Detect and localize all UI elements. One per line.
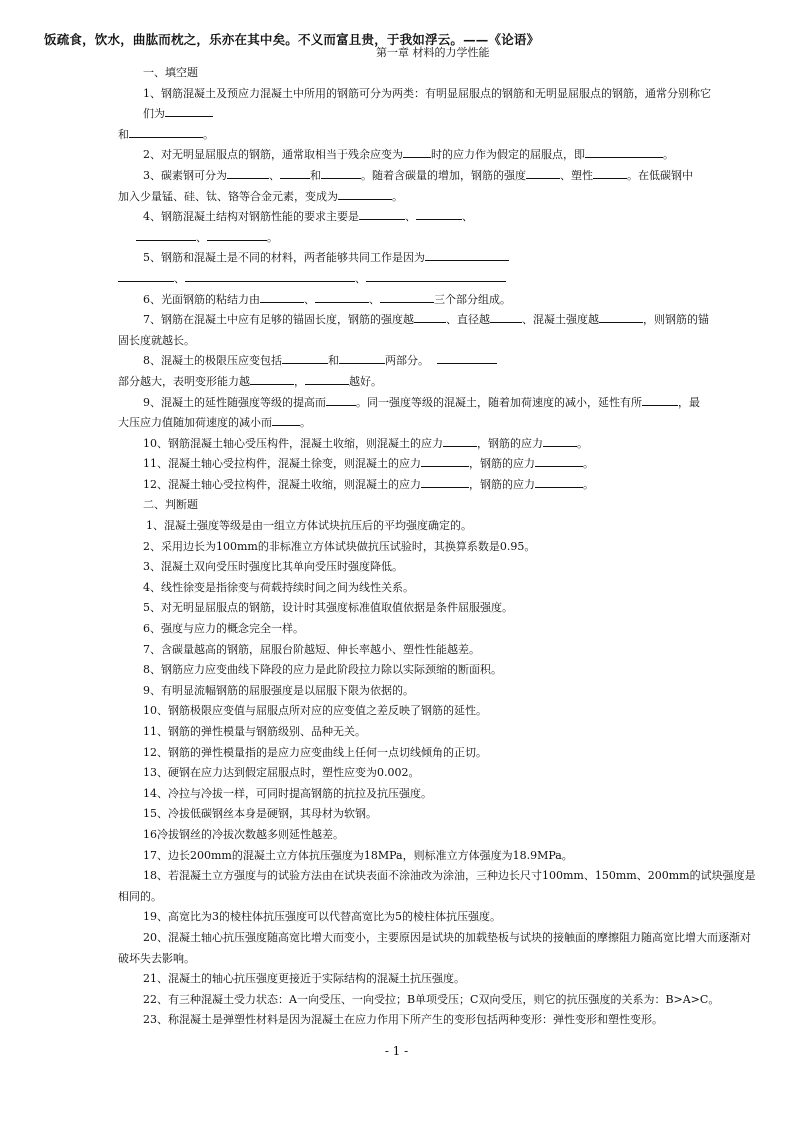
answer-blank[interactable] bbox=[359, 208, 405, 220]
answer-blank[interactable] bbox=[585, 146, 663, 158]
question-5-cont: 、 、 bbox=[118, 269, 760, 290]
answer-blank[interactable] bbox=[339, 352, 385, 364]
question-6: 6、光面钢筋的粘结力由 、 、 三个部分组成。 bbox=[143, 292, 511, 306]
question-1: 1、钢筋混凝土及预应力混凝土中所用的钢筋可分为两类：有明显屈服点的钢筋和无明显屈服点的钢筋，通常分别称它 bbox=[143, 86, 711, 100]
answer-blank[interactable] bbox=[185, 270, 355, 282]
answer-blank[interactable] bbox=[642, 394, 678, 406]
answer-blank[interactable] bbox=[414, 311, 446, 323]
page-number: - 1 - bbox=[384, 1044, 409, 1058]
answer-blank[interactable] bbox=[593, 167, 627, 179]
question-10: 10、钢筋混凝土轴心受压构件，混凝土收缩，则混凝土的应力 ，钢筋的应力 。 bbox=[143, 436, 588, 450]
answer-blank[interactable] bbox=[326, 394, 356, 406]
answer-blank[interactable] bbox=[338, 188, 392, 200]
question-7: 7、钢筋在混凝土中应有足够的锚固长度，钢筋的强度越 、直径越 、混凝土强度越 ，则钢筋的锚 bbox=[143, 313, 709, 327]
answer-blank[interactable] bbox=[437, 352, 497, 364]
judge-item: 22、有三种混凝土受力状态：A一向受压、一向受拉；B单项受压；C双向受压，则它的抗压强度的关系为：B>A>C。 bbox=[143, 992, 720, 1006]
judge-item: 3、混凝土双向受压时强度比其单向受压时强度降低。 bbox=[143, 560, 403, 574]
question-12: 12、混凝土轴心受拉构件，混凝土收缩，则混凝土的应力 ，钢筋的应力 。 bbox=[143, 477, 594, 491]
section-heading-fill: 一、填空题 bbox=[143, 66, 198, 79]
judge-item: 7、含碳量越高的钢筋，屈服台阶越短、伸长率越小、塑性性能越差。 bbox=[143, 642, 480, 656]
answer-blank[interactable] bbox=[380, 291, 434, 303]
question-9-cont: 大压应力值随加荷速度的减小而 。 bbox=[118, 416, 311, 430]
judge-item: 17、边长200mm的混凝土立方体抗压强度为18MPa，则标准立方体强度为18.9MPa。 bbox=[143, 848, 573, 862]
answer-blank[interactable] bbox=[250, 373, 294, 385]
judge-item: 14、冷拉与冷拔一样，可同时提高钢筋的抗拉及抗压强度。 bbox=[143, 786, 432, 800]
judge-item: 18、若混凝土立方强度与的试验方法由在试块表面不涂油改为涂油，三种边长尺寸100mm、150mm、200mm的试块强度是相同的。 bbox=[118, 869, 756, 903]
judge-item: 21、混凝土的轴心抗压强度更接近于实际结构的混凝土抗压强度。 bbox=[143, 972, 465, 986]
question-7-cont: 固长度就越长。 bbox=[118, 333, 195, 347]
judge-item: 16冷拔钢丝的冷拔次数越多则延性越差。 bbox=[143, 827, 344, 841]
answer-blank[interactable] bbox=[535, 455, 583, 467]
question-11: 11、混凝土轴心受拉构件，混凝土徐变，则混凝土的应力 ，钢筋的应力 。 bbox=[143, 457, 594, 471]
judge-item: 6、强度与应力的概念完全一样。 bbox=[143, 622, 304, 636]
question-4-cont: 、 。 bbox=[118, 228, 760, 249]
answer-blank[interactable] bbox=[321, 167, 361, 179]
question-2: 2、对无明显屈服点的钢筋，通常取相当于残余应变为 时的应力作为假定的屈服点，即 。 bbox=[143, 148, 674, 162]
answer-blank[interactable] bbox=[272, 414, 300, 426]
judge-item: 1、混凝土强度等级是由一组立方体试块抗压后的平均强度确定的。 bbox=[146, 519, 472, 533]
answer-blank[interactable] bbox=[535, 476, 583, 488]
judge-item: 19、高宽比为3的棱柱体抗压强度可以代替高宽比为5的棱柱体抗压强度。 bbox=[143, 910, 501, 924]
judge-item: 13、硬钢在应力达到假定屈服点时，塑性应变为0.002。 bbox=[143, 766, 420, 780]
answer-blank[interactable] bbox=[421, 455, 469, 467]
judge-item: 10、钢筋极限应变值与屈服点所对应的应变值之差反映了钢筋的延性。 bbox=[143, 704, 487, 718]
answer-blank[interactable] bbox=[443, 435, 477, 447]
answer-blank[interactable] bbox=[129, 126, 203, 138]
question-3-cont: 加入少量锰、硅、钛、铬等合金元素，变成为 。 bbox=[118, 189, 403, 203]
answer-blank[interactable] bbox=[165, 105, 213, 117]
question-9: 9、混凝土的延性随强度等级的提高而 。同一强度等级的混凝土，随着加荷速度的减小，延性有所 ，最 bbox=[143, 395, 700, 409]
answer-blank[interactable] bbox=[305, 373, 349, 385]
judge-item: 5、对无明显屈服点的钢筋，设计时其强度标准值取值依据是条件屈服强度。 bbox=[143, 601, 513, 615]
answer-blank[interactable] bbox=[526, 167, 560, 179]
page-content bbox=[118, 63, 760, 1031]
judge-item: 12、钢筋的弹性模量指的是应力应变曲线上任何一点切线倾角的正切。 bbox=[143, 745, 487, 759]
judge-item: 9、有明显流幅钢筋的屈服强度是以屈服下限为依据的。 bbox=[143, 683, 414, 697]
chapter-title: 第一章 材料的力学性能 bbox=[376, 46, 490, 59]
judge-item: 23、称混凝土是弹塑性材料是因为混凝土在应力作用下所产生的变形包括两种变形：弹性变形和塑性变形。 bbox=[143, 1013, 663, 1027]
section-heading-judge: 二、判断题 bbox=[143, 498, 198, 512]
answer-blank[interactable] bbox=[421, 476, 469, 488]
judge-item: 15、冷拔低碳钢丝本身是硬钢，其母材为软钢。 bbox=[143, 807, 377, 821]
quote-banner: 饭疏食，饮水，曲肱而枕之，乐亦在其中矣。不义而富且贵，于我如浮云。——《论语》 bbox=[44, 32, 540, 47]
answer-blank[interactable] bbox=[282, 352, 328, 364]
judge-item: 11、钢筋的弹性模量与钢筋级别、品种无关。 bbox=[143, 725, 366, 738]
judge-item: 8、钢筋应力应变曲线下降段的应力是此阶段拉力除以实际颈缩的断面积。 bbox=[143, 663, 502, 677]
answer-blank[interactable] bbox=[543, 435, 577, 447]
answer-blank[interactable] bbox=[118, 270, 174, 282]
question-1-cont: 们为 bbox=[118, 104, 760, 125]
answer-blank[interactable] bbox=[403, 146, 431, 158]
judge-item: 20、混凝土轴心抗压强度随高宽比增大而变小，主要原因是试块的加载垫板与试块的接触面的摩擦阻力随高宽比增大而逐渐对破坏失去影响。 bbox=[118, 930, 751, 965]
judge-item: 2、采用边长为100mm的非标准立方体试块做抗压试验时，其换算系数是0.95。 bbox=[143, 539, 536, 553]
question-4: 4、钢筋混凝土结构对钢筋性能的要求主要是 、 、 bbox=[143, 210, 473, 224]
answer-blank[interactable] bbox=[260, 291, 304, 303]
judge-item: 4、线性徐变是指徐变与荷载持续时间之间为线性关系。 bbox=[143, 580, 414, 594]
answer-blank[interactable] bbox=[366, 270, 506, 282]
answer-blank[interactable] bbox=[227, 167, 269, 179]
answer-blank[interactable] bbox=[490, 311, 522, 323]
question-8-cont: 部分越大，表明变形能力越 ， 越好。 bbox=[118, 374, 382, 388]
question-5: 5、钢筋和混凝土是不同的材料，两者能够共同工作是因为 bbox=[118, 248, 760, 269]
answer-blank[interactable] bbox=[207, 229, 267, 241]
answer-blank[interactable] bbox=[280, 167, 310, 179]
question-1-cont2: 和 。 bbox=[118, 127, 214, 141]
answer-blank[interactable] bbox=[425, 249, 509, 261]
answer-blank[interactable] bbox=[315, 291, 369, 303]
question-3: 3、碳素钢可分为 、 和 。随着含碳量的增加，钢筋的强度 、塑性 。在低碳钢中 bbox=[143, 168, 693, 182]
answer-blank[interactable] bbox=[599, 311, 643, 323]
answer-blank[interactable] bbox=[136, 229, 196, 241]
question-8: 8、混凝土的极限压应变包括 和 两部分。 bbox=[118, 351, 760, 372]
answer-blank[interactable] bbox=[416, 208, 462, 220]
